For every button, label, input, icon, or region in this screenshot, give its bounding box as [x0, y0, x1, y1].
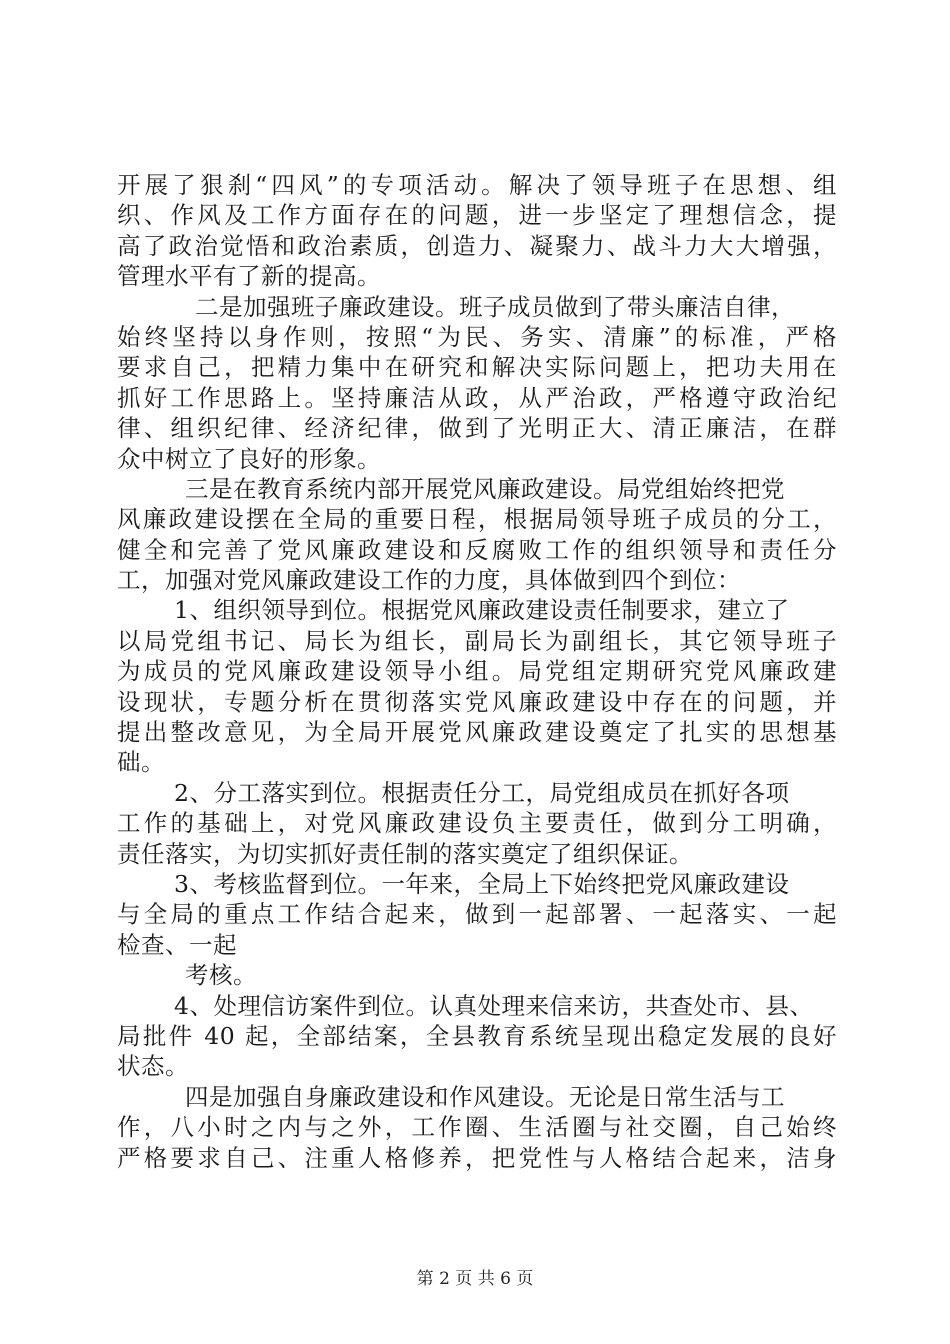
text-line: 考核。 [185, 961, 257, 990]
text-line: 2、分工落实到位。根据责任分工，局党组成员在抓好各项 [174, 778, 790, 807]
text-line: 众中树立了良好的形象。 [117, 444, 381, 473]
text-line: 开展了狠刹“四风”的专项活动。解决了领导班子在思想、组 [117, 171, 837, 199]
text-line: 检查、一起 [117, 930, 237, 959]
text-line: 设现状，专题分析在贯彻落实党风廉政建设中存在的问题，并 [117, 687, 837, 716]
text-line: 健全和完善了党风廉政建设和反腐败工作的组织领导和责任分 [117, 535, 837, 564]
document-body [117, 170, 837, 1173]
text-line: 始终坚持以身作则，按照“为民、务实、清廉”的标准，严格 [117, 322, 837, 351]
text-line: 以局党组书记、局长为组长，副局长为副组长，其它领导班子 [117, 626, 837, 655]
text-line: 责任落实，为切实抓好责任制的落实奠定了组织保证。 [117, 839, 693, 868]
text-line: 工，加强对党风廉政建设工作的力度，具体做到四个到位： [117, 566, 741, 595]
text-line: 状态。 [117, 1052, 189, 1081]
text-line: 提出整改意见，为全局开展党风廉政建设奠定了扎实的思想基 [117, 718, 837, 747]
text-line: 3、考核监督到位。一年来，全局上下始终把党风廉政建设 [174, 869, 790, 898]
text-line: 工作的基础上，对党风廉政建设负主要责任，做到分工明确， [117, 809, 837, 838]
text-line: 作，八小时之内与之外，工作圈、生活圈与社交圈，自己始终 [117, 1113, 837, 1142]
text-line: 管理水平有了新的提高。 [117, 262, 381, 291]
text-line: 与全局的重点工作结合起来，做到一起部署、一起落实、一起 [117, 900, 837, 929]
text-line: 严格要求自己、注重人格修养，把党性与人格结合起来，洁身 [117, 1143, 837, 1172]
text-line: 高了政治觉悟和政治素质，创造力、凝聚力、战斗力大大增强， [117, 231, 837, 260]
text-line: 织、作风及工作方面存在的问题，进一步坚定了理想信念，提 [117, 201, 837, 230]
text-line: 1、组织领导到位。根据党风廉政建设责任制要求，建立了 [174, 596, 790, 625]
text-line: 要求自己，把精力集中在研究和解决实际问题上，把功夫用在 [117, 353, 837, 382]
text-line: 局批件 40 起，全部结案，全县教育系统呈现出稳定发展的良好 [117, 1021, 837, 1050]
text-line: 二是加强班子廉政建设。班子成员做到了带头廉洁自律， [195, 292, 795, 321]
page-number-footer: 第 2 页 共 6 页 [416, 1269, 534, 1289]
text-line: 风廉政建设摆在全局的重要日程，根据局领导班子成员的分工， [117, 505, 837, 534]
text-line: 础。 [117, 748, 165, 777]
text-line: 4、处理信访案件到位。认真处理来信来访，共查处市、县、 [174, 991, 814, 1020]
text-line: 为成员的党风廉政建设领导小组。局党组定期研究党风廉政建 [117, 657, 837, 686]
text-line: 律、组织纪律、经济纪律，做到了光明正大、清正廉洁，在群 [117, 414, 837, 443]
text-line: 三是在教育系统内部开展党风廉政建设。局党组始终把党 [185, 474, 785, 503]
text-line: 抓好工作思路上。坚持廉洁从政，从严治政，严格遵守政治纪 [117, 383, 837, 412]
text-line: 四是加强自身廉政建设和作风建设。无论是日常生活与工 [185, 1082, 785, 1111]
